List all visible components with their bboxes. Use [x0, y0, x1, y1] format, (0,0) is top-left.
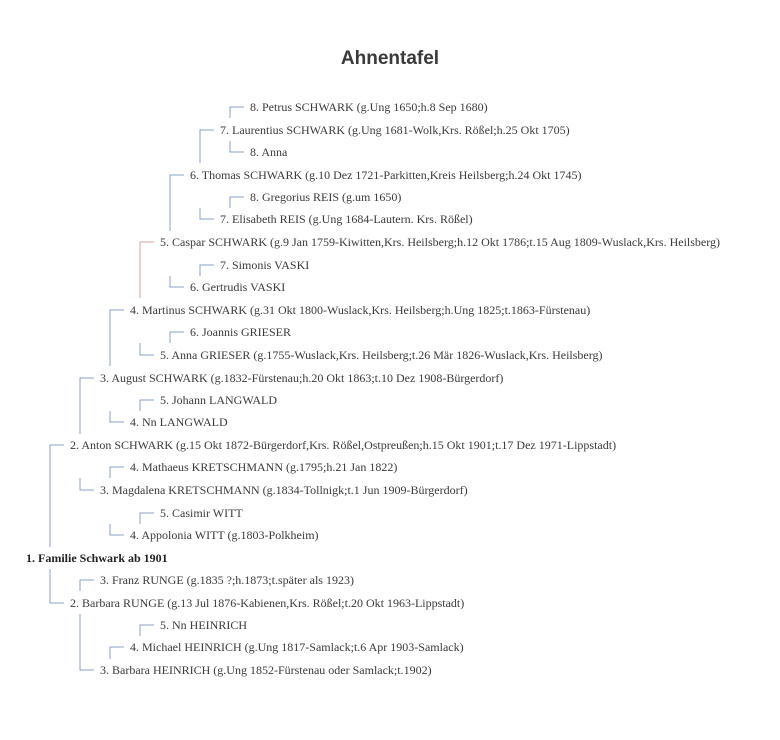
connector-nn-heinrich	[140, 625, 154, 636]
person-thomas-schwark: 6. Thomas SCHWARK (g.10 Dez 1721-Parkitten,Kreis Heilsberg;h.24 Okt 1745)	[190, 168, 582, 182]
connector-franz	[80, 580, 94, 591]
person-franz-runge: 3. Franz RUNGE (g.1835 ?;h.1873;t.später als 1923)	[100, 573, 354, 587]
connector-martinus	[110, 310, 124, 366]
connector-august	[80, 378, 94, 434]
person-joannis-grieser: 6. Joannis GRIESER	[190, 325, 292, 339]
person-gregorius-reis: 8. Gregorius REIS (g.um 1650)	[250, 190, 402, 204]
connector-johann	[140, 400, 154, 411]
connector-thomas	[170, 175, 184, 231]
person-anton-schwark: 2. Anton SCHWARK (g.15 Okt 1872-Bürgerdorf,Krs. Rößel,Ostpreußen;h.15 Okt 1901;t.17 Dez 1971-Lippstadt)	[70, 438, 617, 452]
connector-barbara-heinrich	[80, 614, 94, 670]
connector-gregorius	[230, 197, 244, 208]
person-elisabeth-reis: 7. Elisabeth REIS (g.Ung 1684-Lautern. Krs. Rößel)	[220, 212, 473, 226]
page-title: Ahnentafel	[340, 48, 440, 69]
person-anna-grieser: 5. Anna GRIESER (g.1755-Wuslack,Krs. Heilsberg;t.26 Mär 1826-Wuslack,Krs. Heilsberg)	[160, 348, 603, 362]
connector-simonis	[200, 265, 214, 276]
person-barbara-runge: 2. Barbara RUNGE (g.13 Jul 1876-Kabienen,Krs. Rößel;t.20 Okt 1963-Lippstadt)	[70, 596, 465, 610]
connector-anna	[230, 141, 244, 152]
connector-magdalena	[80, 478, 94, 490]
connector-anton	[50, 445, 64, 547]
connector-petrus	[230, 107, 244, 118]
person-simonis-vaski: 7. Simonis VASKI	[220, 258, 310, 272]
connector-nn-langwald	[110, 411, 124, 422]
person-nn-langwald: 4. Nn LANGWALD	[130, 415, 228, 429]
connector-casimir	[140, 513, 154, 524]
connector-mathaeus	[110, 467, 124, 478]
connector-elisabeth	[200, 208, 214, 219]
person-casimir-witt: 5. Casimir WITT	[160, 506, 243, 520]
person-caspar-schwark: 5. Caspar SCHWARK (g.9 Jan 1759-Kiwitten,Krs. Heilsberg;h.12 Okt 1786;t.15 Aug 1809-Wuslack,Krs. Heilsberg)	[160, 235, 721, 249]
connector-joannis	[170, 332, 184, 343]
connector-michael	[110, 647, 124, 659]
person-august-schwark: 3. August SCHWARK (g.1832-Fürstenau;h.20 Okt 1863;t.10 Dez 1908-Bürgerdorf)	[100, 371, 504, 385]
person-michael-heinrich: 4. Michael HEINRICH (g.Ung 1817-Samlack;t.6 Apr 1903-Samlack)	[130, 640, 464, 654]
connector-caspar	[140, 242, 154, 298]
connector-barbara-runge	[50, 569, 64, 603]
person-laurentius-schwark: 7. Laurentius SCHWARK (g.Ung 1681-Wolk,Krs. Rößel;h.25 Okt 1705)	[220, 123, 570, 137]
connector-gertrudis	[170, 276, 184, 287]
connector-anna-grieser	[140, 343, 154, 355]
person-nn-heinrich: 5. Nn HEINRICH	[160, 618, 247, 632]
person-anna: 8. Anna	[250, 145, 288, 159]
person-gertrudis-vaski: 6. Gertrudis VASKI	[190, 280, 286, 294]
person-barbara-heinrich: 3. Barbara HEINRICH (g.Ung 1852-Fürstenau oder Samlack;t.1902)	[100, 663, 432, 677]
person-familie-schwark-root: 1. Familie Schwark ab 1901	[26, 551, 168, 565]
person-martinus-schwark: 4. Martinus SCHWARK (g.31 Okt 1800-Wuslack,Krs. Heilsberg;h.Ung 1825;t.1863-Fürstenau)	[130, 303, 591, 317]
connector-appolonia	[110, 524, 124, 535]
person-johann-langwald: 5. Johann LANGWALD	[160, 393, 277, 407]
person-mathaeus-kretschmann: 4. Mathaeus KRETSCHMANN (g.1795;h.21 Jan 1822)	[130, 460, 398, 474]
person-petrus-schwark: 8. Petrus SCHWARK (g.Ung 1650;h.8 Sep 1680)	[250, 100, 488, 114]
connector-laurentius	[200, 130, 214, 163]
person-magdalena-kretschmann: 3. Magdalena KRETSCHMANN (g.1834-Tollnigk;t.1 Jun 1909-Bürgerdorf)	[100, 483, 468, 497]
person-appolonia-witt: 4. Appolonia WITT (g.1803-Polkheim)	[130, 528, 319, 542]
